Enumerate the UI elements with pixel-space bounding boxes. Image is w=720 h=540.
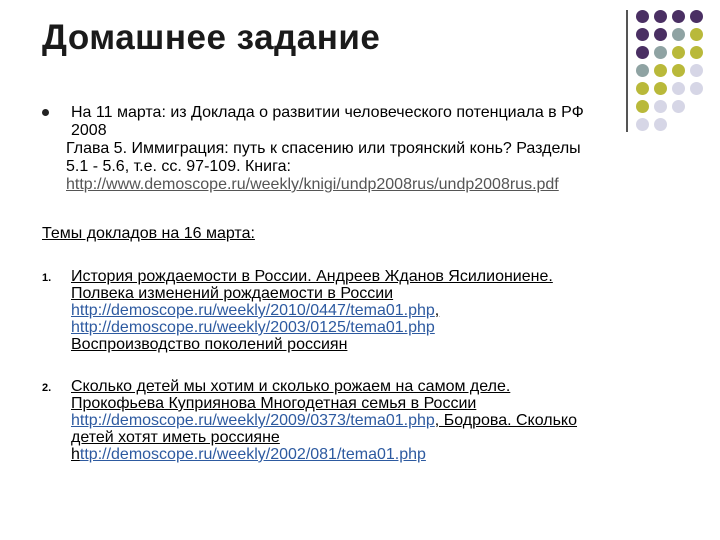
decorative-dot (672, 100, 685, 113)
topic-link[interactable]: http://demoscope.ru/weekly/2003/0125/tema01.php (71, 319, 435, 336)
topic-line: Воспроизводство поколений россиян (71, 336, 348, 353)
topic-line: детей хотят иметь россияне (71, 429, 280, 446)
homework-line-4: 5.1 - 5.6, т.е. сс. 97-109. Книга: (66, 158, 291, 175)
decorative-dot (690, 118, 703, 131)
decorative-dot (654, 64, 667, 77)
topic-link-prefix: h (71, 446, 80, 463)
decorative-dot (654, 82, 667, 95)
topics-heading: Темы докладов на 16 марта: (42, 225, 255, 242)
decorative-dot (672, 118, 685, 131)
decorative-dot (654, 10, 667, 23)
decorative-dot (654, 46, 667, 59)
homework-line-2: 2008 (71, 122, 107, 139)
homework-bullet (42, 104, 632, 194)
homework-link[interactable]: http://www.demoscope.ru/weekly/knigi/undp2008rus/undp2008rus.pdf (66, 176, 559, 193)
topic-number: 2. (42, 382, 52, 394)
decorative-dot (690, 82, 703, 95)
topic-line: Прокофьева Куприянова Многодетная семья в России (71, 395, 477, 412)
decorative-dot (636, 118, 649, 131)
decorative-dot (654, 100, 667, 113)
decorative-dot (636, 46, 649, 59)
topic-link[interactable]: ttp://demoscope.ru/weekly/2002/081/tema01.php (79, 446, 426, 463)
topic-link[interactable]: http://demoscope.ru/weekly/2010/0447/tema01.php (71, 302, 435, 319)
decorative-dot (690, 100, 703, 113)
decorative-dot (654, 28, 667, 41)
decorative-dot (672, 10, 685, 23)
decorative-dot (636, 28, 649, 41)
homework-line-1: На 11 марта: из Доклада о развитии человеческого потенциала в РФ (71, 104, 584, 121)
homework-line-3: Глава 5. Иммиграция: путь к спасению или троянский конь? Разделы (66, 140, 581, 157)
decorative-dot (672, 64, 685, 77)
topic-line: Сколько детей мы хотим и сколько рожаем на самом деле. (71, 378, 511, 395)
topic-number: 1. (42, 272, 52, 284)
decorative-dot (636, 82, 649, 95)
decorative-dot-grid (636, 10, 704, 132)
decorative-dot (636, 64, 649, 77)
decorative-dot (654, 118, 667, 131)
topic-item-1 (42, 268, 692, 353)
decorative-dot (690, 10, 703, 23)
decorative-dot (672, 82, 685, 95)
topic-line: Полвека изменений рождаемости в России (71, 285, 394, 302)
topic-item-2 (42, 378, 692, 463)
slide-title: Домашнее задание (42, 18, 381, 57)
decorative-dot (690, 64, 703, 77)
decorative-dot (636, 100, 649, 113)
topic-link-suffix: , Бодрова. Сколько (434, 412, 578, 429)
topic-link-suffix: , (434, 302, 440, 319)
topic-link[interactable]: http://demoscope.ru/weekly/2009/0373/tema01.php (71, 412, 435, 429)
decorative-dot (636, 10, 649, 23)
decorative-dot (672, 46, 685, 59)
decorative-dot (690, 28, 703, 41)
topic-line: История рождаемости в России. Андреев Жданов Ясилиониене. (71, 268, 553, 285)
decorative-dot (672, 28, 685, 41)
bullet-icon (42, 109, 49, 116)
decorative-dot (690, 46, 703, 59)
